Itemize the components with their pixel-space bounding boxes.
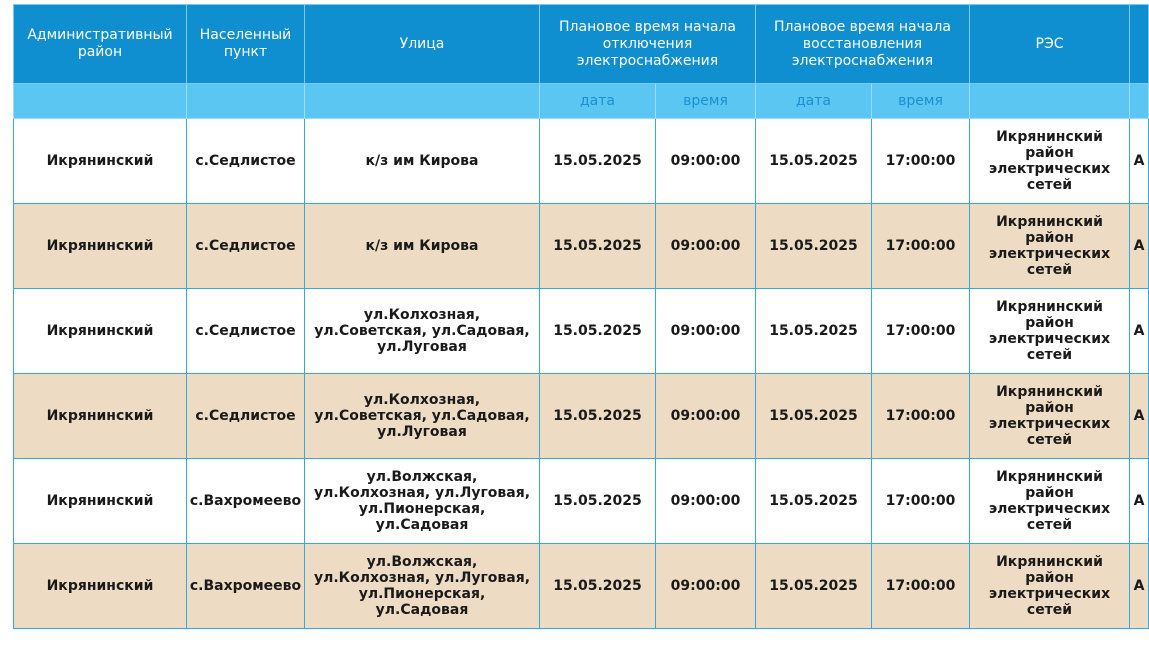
cell-off-date: 15.05.2025 xyxy=(540,204,656,289)
cell-off-date: 15.05.2025 xyxy=(540,544,656,629)
cell-off-time: 09:00:00 xyxy=(656,119,756,204)
subheader-off-date: дата xyxy=(540,84,656,119)
header-extra xyxy=(1130,5,1149,84)
table-row xyxy=(14,374,1149,459)
cell-on-time: 17:00:00 xyxy=(872,374,970,459)
cell-on-time: 17:00:00 xyxy=(872,119,970,204)
cell-locality: с.Седлистое xyxy=(187,119,305,204)
cell-res: Икрянинский район электрических сетей xyxy=(970,289,1130,374)
table-row xyxy=(14,459,1149,544)
cell-off-date: 15.05.2025 xyxy=(540,459,656,544)
header-off-time: Плановое время начала отключения электроснабжения xyxy=(540,5,756,84)
cell-locality: с.Седлистое xyxy=(187,374,305,459)
cell-on-date: 15.05.2025 xyxy=(756,119,872,204)
cell-locality: с.Седлистое xyxy=(187,204,305,289)
subheader-on-date: дата xyxy=(756,84,872,119)
cell-street: ул.Волжская, ул.Колхозная, ул.Луговая, ул.Пионерская, ул.Садовая xyxy=(305,459,540,544)
subheader-empty xyxy=(1130,84,1149,119)
cell-on-time: 17:00:00 xyxy=(872,459,970,544)
cell-district: Икрянинский xyxy=(14,119,187,204)
table-row xyxy=(14,289,1149,374)
cell-res: Икрянинский район электрических сетей xyxy=(970,204,1130,289)
table-row xyxy=(14,204,1149,289)
cell-off-time: 09:00:00 xyxy=(656,204,756,289)
subheader-empty xyxy=(305,84,540,119)
cell-district: Икрянинский xyxy=(14,459,187,544)
cell-extra: А xyxy=(1130,119,1149,204)
cell-district: Икрянинский xyxy=(14,374,187,459)
cell-on-date: 15.05.2025 xyxy=(756,204,872,289)
cell-on-time: 17:00:00 xyxy=(872,544,970,629)
cell-res: Икрянинский район электрических сетей xyxy=(970,119,1130,204)
header-district: Административный район xyxy=(14,5,187,84)
cell-on-date: 15.05.2025 xyxy=(756,544,872,629)
subheader-row xyxy=(14,84,1149,119)
cell-extra: А xyxy=(1130,544,1149,629)
subheader-empty xyxy=(187,84,305,119)
cell-district: Икрянинский xyxy=(14,204,187,289)
cell-on-date: 15.05.2025 xyxy=(756,289,872,374)
cell-street: к/з им Кирова xyxy=(305,204,540,289)
subheader-empty xyxy=(970,84,1130,119)
table-row xyxy=(14,119,1149,204)
cell-off-date: 15.05.2025 xyxy=(540,289,656,374)
cell-on-date: 15.05.2025 xyxy=(756,459,872,544)
cell-on-date: 15.05.2025 xyxy=(756,374,872,459)
subheader-on-time: время xyxy=(872,84,970,119)
cell-off-time: 09:00:00 xyxy=(656,374,756,459)
cell-extra: А xyxy=(1130,459,1149,544)
cell-locality: с.Вахромеево xyxy=(187,544,305,629)
header-res: РЭС xyxy=(970,5,1130,84)
cell-res: Икрянинский район электрических сетей xyxy=(970,544,1130,629)
cell-district: Икрянинский xyxy=(14,544,187,629)
cell-res: Икрянинский район электрических сетей xyxy=(970,374,1130,459)
cell-off-date: 15.05.2025 xyxy=(540,119,656,204)
cell-extra: А xyxy=(1130,374,1149,459)
cell-on-time: 17:00:00 xyxy=(872,204,970,289)
cell-on-time: 17:00:00 xyxy=(872,289,970,374)
cell-extra: А xyxy=(1130,289,1149,374)
cell-off-time: 09:00:00 xyxy=(656,289,756,374)
cell-street: ул.Колхозная, ул.Советская, ул.Садовая, ул.Луговая xyxy=(305,289,540,374)
cell-locality: с.Седлистое xyxy=(187,289,305,374)
cell-street: ул.Колхозная, ул.Советская, ул.Садовая, ул.Луговая xyxy=(305,374,540,459)
header-locality: Населенный пункт xyxy=(187,5,305,84)
table-row xyxy=(14,544,1149,629)
cell-off-time: 09:00:00 xyxy=(656,459,756,544)
cell-off-date: 15.05.2025 xyxy=(540,374,656,459)
outage-table xyxy=(13,4,1149,629)
cell-off-time: 09:00:00 xyxy=(656,544,756,629)
cell-street: к/з им Кирова xyxy=(305,119,540,204)
cell-extra: А xyxy=(1130,204,1149,289)
subheader-empty xyxy=(14,84,187,119)
cell-locality: с.Вахромеево xyxy=(187,459,305,544)
cell-street: ул.Волжская, ул.Колхозная, ул.Луговая, ул.Пионерская, ул.Садовая xyxy=(305,544,540,629)
cell-district: Икрянинский xyxy=(14,289,187,374)
header-on-time: Плановое время начала восстановления электроснабжения xyxy=(756,5,970,84)
subheader-off-time: время xyxy=(656,84,756,119)
header-street: Улица xyxy=(305,5,540,84)
cell-res: Икрянинский район электрических сетей xyxy=(970,459,1130,544)
header-row xyxy=(14,5,1149,84)
